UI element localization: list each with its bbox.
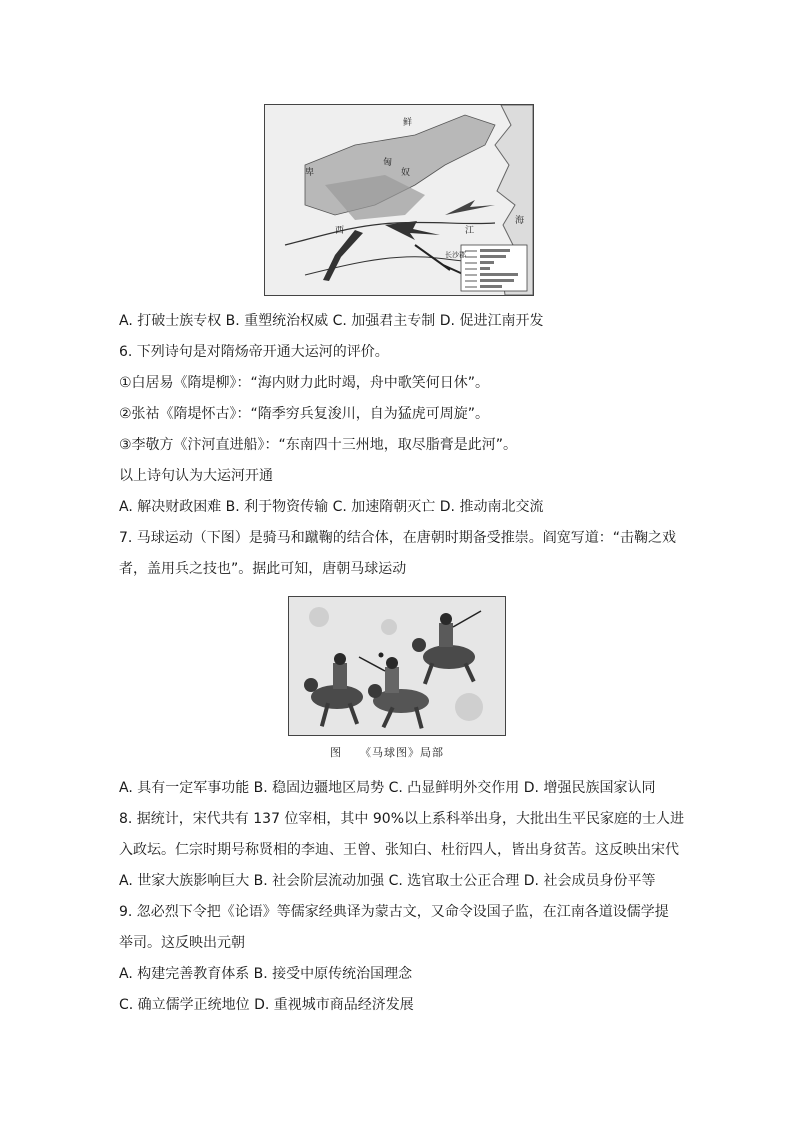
q6-stem: 6. 下列诗句是对隋炀帝开通大运河的评价。 <box>119 344 389 360</box>
q9-stem-line-1: 9. 忽必烈下令把《论语》等儒家经典译为蒙古文，又命令设国子监，在江南各道设儒学提 <box>119 904 669 920</box>
q8-options: A. 世家大族影响巨大 B. 社会阶层流动加强 C. 选官取士公正合理 D. 社会成员身份平等 <box>119 873 656 889</box>
migration-map-figure <box>264 104 534 296</box>
map-label-hai: 海 <box>515 216 525 226</box>
q7-stem-line-1: 7. 马球运动（下图）是骑马和蹴鞠的结合体，在唐朝时期备受推崇。阎宽写道：“击鞠之戏 <box>119 530 677 546</box>
q9-options-line-2: C. 确立儒学正统地位 D. 重视城市商品经济发展 <box>119 997 414 1013</box>
caption-label: 图 <box>330 746 342 759</box>
map-label-changsha: 长沙郡 <box>445 251 466 259</box>
caption-title: 《马球图》局部 <box>360 746 444 759</box>
q7-options: A. 具有一定军事功能 B. 稳固边疆地区局势 C. 凸显鲜明外交作用 D. 增强民族国家认同 <box>119 780 656 796</box>
q8-stem-line-1: 8. 据统计，宋代共有 137 位宰相，其中 90%以上系科举出身，大批出生平民家庭的士人进 <box>119 811 684 827</box>
q9-options-line-1: A. 构建完善教育体系 B. 接受中原传统治国理念 <box>119 966 413 982</box>
map-label-xian: 鲜 <box>403 118 413 128</box>
map-label-nu: 奴 <box>401 168 411 178</box>
q6-poem-3: ③李敬方《汴河直进船》：“东南四十三州地，取尽脂膏是此河”。 <box>119 437 518 453</box>
map-label-jiang: 江 <box>465 226 475 236</box>
map-label-xiong: 匈 <box>383 158 393 168</box>
polo-painting <box>289 597 505 735</box>
q6-poem-2: ②张祜《隋堤怀古》：“隋季穷兵复浚川，自为猛虎可周旋”。 <box>119 406 490 422</box>
q6-question: 以上诗句认为大运河开通 <box>119 468 273 484</box>
polo-painting-figure <box>288 596 506 736</box>
polo-figure-caption <box>330 744 490 760</box>
q6-options: A. 解决财政困难 B. 利于物资传输 C. 加速隋朝灭亡 D. 推动南北交流 <box>119 499 544 515</box>
q7-stem-line-2: 者，盖用兵之技也”。据此可知，唐朝马球运动 <box>119 561 407 577</box>
map-label-xi: 西 <box>335 226 345 236</box>
q8-stem-line-2: 入政坛。仁宗时期号称贤相的李迪、王曾、张知白、杜衍四人，皆出身贫苦。这反映出宋代 <box>119 842 679 858</box>
q9-stem-line-2: 举司。这反映出元朝 <box>119 935 245 951</box>
q6-poem-1: ①白居易《隋堤柳》：“海内财力此时竭，舟中歌笑何日休”。 <box>119 375 490 391</box>
migration-map <box>265 105 533 295</box>
q5-options: A. 打破士族专权 B. 重塑统治权威 C. 加强君主专制 D. 促进江南开发 <box>119 313 544 329</box>
map-label-bei: 卑 <box>305 168 315 178</box>
